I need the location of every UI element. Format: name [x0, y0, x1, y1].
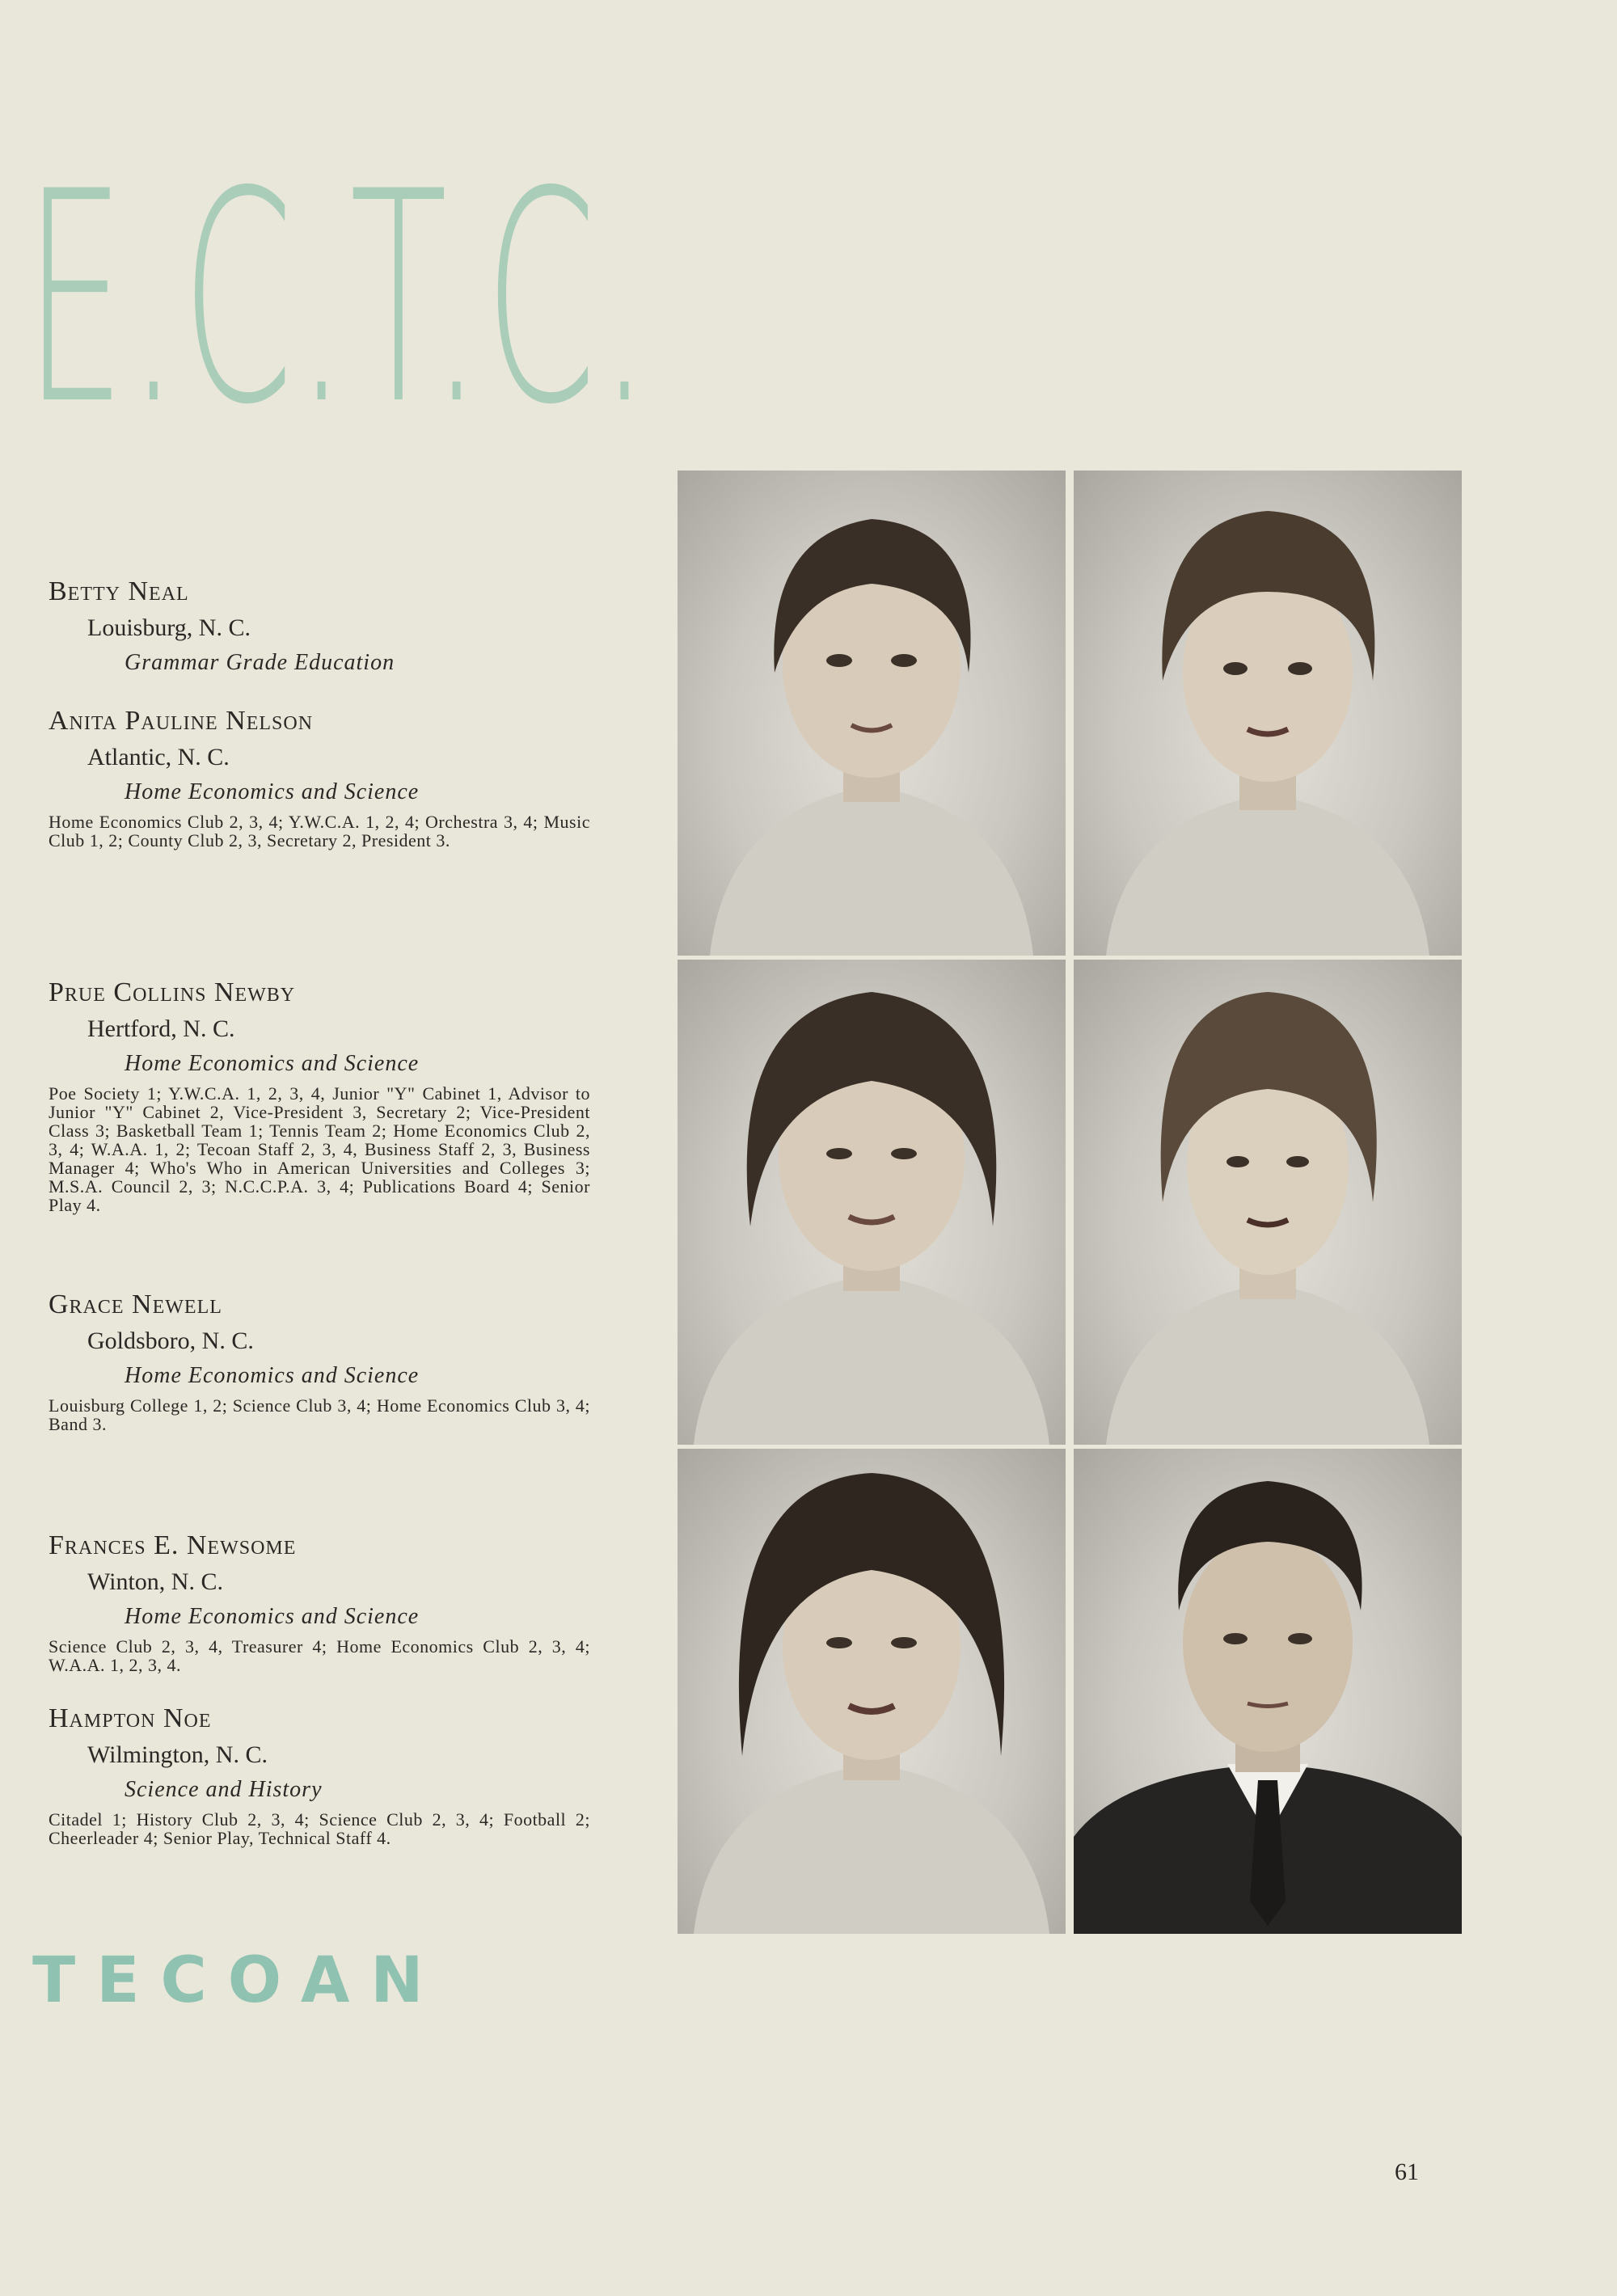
student-name: Hampton Noe — [49, 1703, 212, 1733]
student-entry — [49, 977, 590, 1214]
student-activities: Poe Society 1; Y.W.C.A. 1, 2, 3, 4, Junior "Y" Cabinet 1, Advisor to Junior "Y" Cabinet 2, Vice-President 3, Secretary 2; Vice-President Class 3; Basketball Team 1; Tennis Team 2; Home Economics Club 2, 3, 4; W.A.A. 1, 2; Tecoan Staff 2, 3, 4, Business Staff 2, 3, Business Manager 4; Who's Who in American Universities and Colleges 3; M.S.A. Council 2, 3; N.C.C.P.A. 3, 4; Publications Board 4; Senior Play 4. — [49, 1083, 590, 1216]
student-town: Winton, N. C. — [87, 1568, 223, 1596]
student-name: Anita Pauline Nelson — [49, 706, 314, 736]
student-major: Science and History — [125, 1777, 323, 1803]
portrait-photo — [678, 471, 1066, 956]
portrait-illustration — [678, 960, 1066, 1445]
student-name: Frances E. Newsome — [49, 1530, 297, 1560]
portrait-illustration — [678, 1449, 1066, 1934]
student-major: Home Economics and Science — [125, 779, 420, 805]
portrait-photo — [1074, 1449, 1462, 1934]
student-name: Betty Neal — [49, 576, 189, 606]
student-name: Grace Newell — [49, 1289, 222, 1319]
portrait-illustration — [1074, 1449, 1462, 1934]
student-activities: Louisburg College 1, 2; Science Club 3, 4; Home Economics Club 3, 4; Band 3. — [49, 1395, 590, 1434]
student-entry — [49, 705, 590, 850]
tecoan-logo: TECOAN — [32, 1944, 445, 2017]
student-entry — [49, 1289, 590, 1433]
student-name: Prue Collins Newby — [49, 977, 296, 1007]
student-entry — [49, 1530, 590, 1674]
portrait-illustration — [678, 471, 1066, 956]
header-title: E.C.T.C. — [24, 129, 653, 468]
student-entry — [49, 576, 590, 677]
portrait-photo — [678, 960, 1066, 1445]
portrait-photo — [1074, 960, 1462, 1445]
portrait-illustration — [1074, 471, 1462, 956]
student-town: Hertford, N. C. — [87, 1015, 235, 1043]
student-town: Goldsboro, N. C. — [87, 1327, 254, 1355]
portrait-grid — [678, 471, 1463, 1937]
student-town: Louisburg, N. C. — [87, 614, 251, 642]
student-town: Atlantic, N. C. — [87, 744, 230, 771]
student-major: Grammar Grade Education — [125, 650, 395, 676]
student-activities: Home Economics Club 2, 3, 4; Y.W.C.A. 1, 2, 4; Orchestra 3, 4; Music Club 1, 2; County Club 2, 3, Secretary 2, President 3. — [49, 811, 590, 850]
portrait-photo — [678, 1449, 1066, 1934]
student-major: Home Economics and Science — [125, 1051, 420, 1077]
student-town: Wilmington, N. C. — [87, 1741, 268, 1769]
student-entry — [49, 1703, 590, 1847]
portrait-photo — [1074, 471, 1462, 956]
student-major: Home Economics and Science — [125, 1604, 420, 1630]
student-activities: Science Club 2, 3, 4, Treasurer 4; Home Economics Club 2, 3, 4; W.A.A. 1, 2, 3, 4. — [49, 1635, 590, 1675]
page-number: 61 — [1395, 2159, 1419, 2185]
portrait-illustration — [1074, 960, 1462, 1445]
student-activities: Citadel 1; History Club 2, 3, 4; Science Club 2, 3, 4; Football 2; Cheerleader 4; Senior Play, Technical Staff 4. — [49, 1809, 590, 1848]
student-major: Home Economics and Science — [125, 1363, 420, 1389]
